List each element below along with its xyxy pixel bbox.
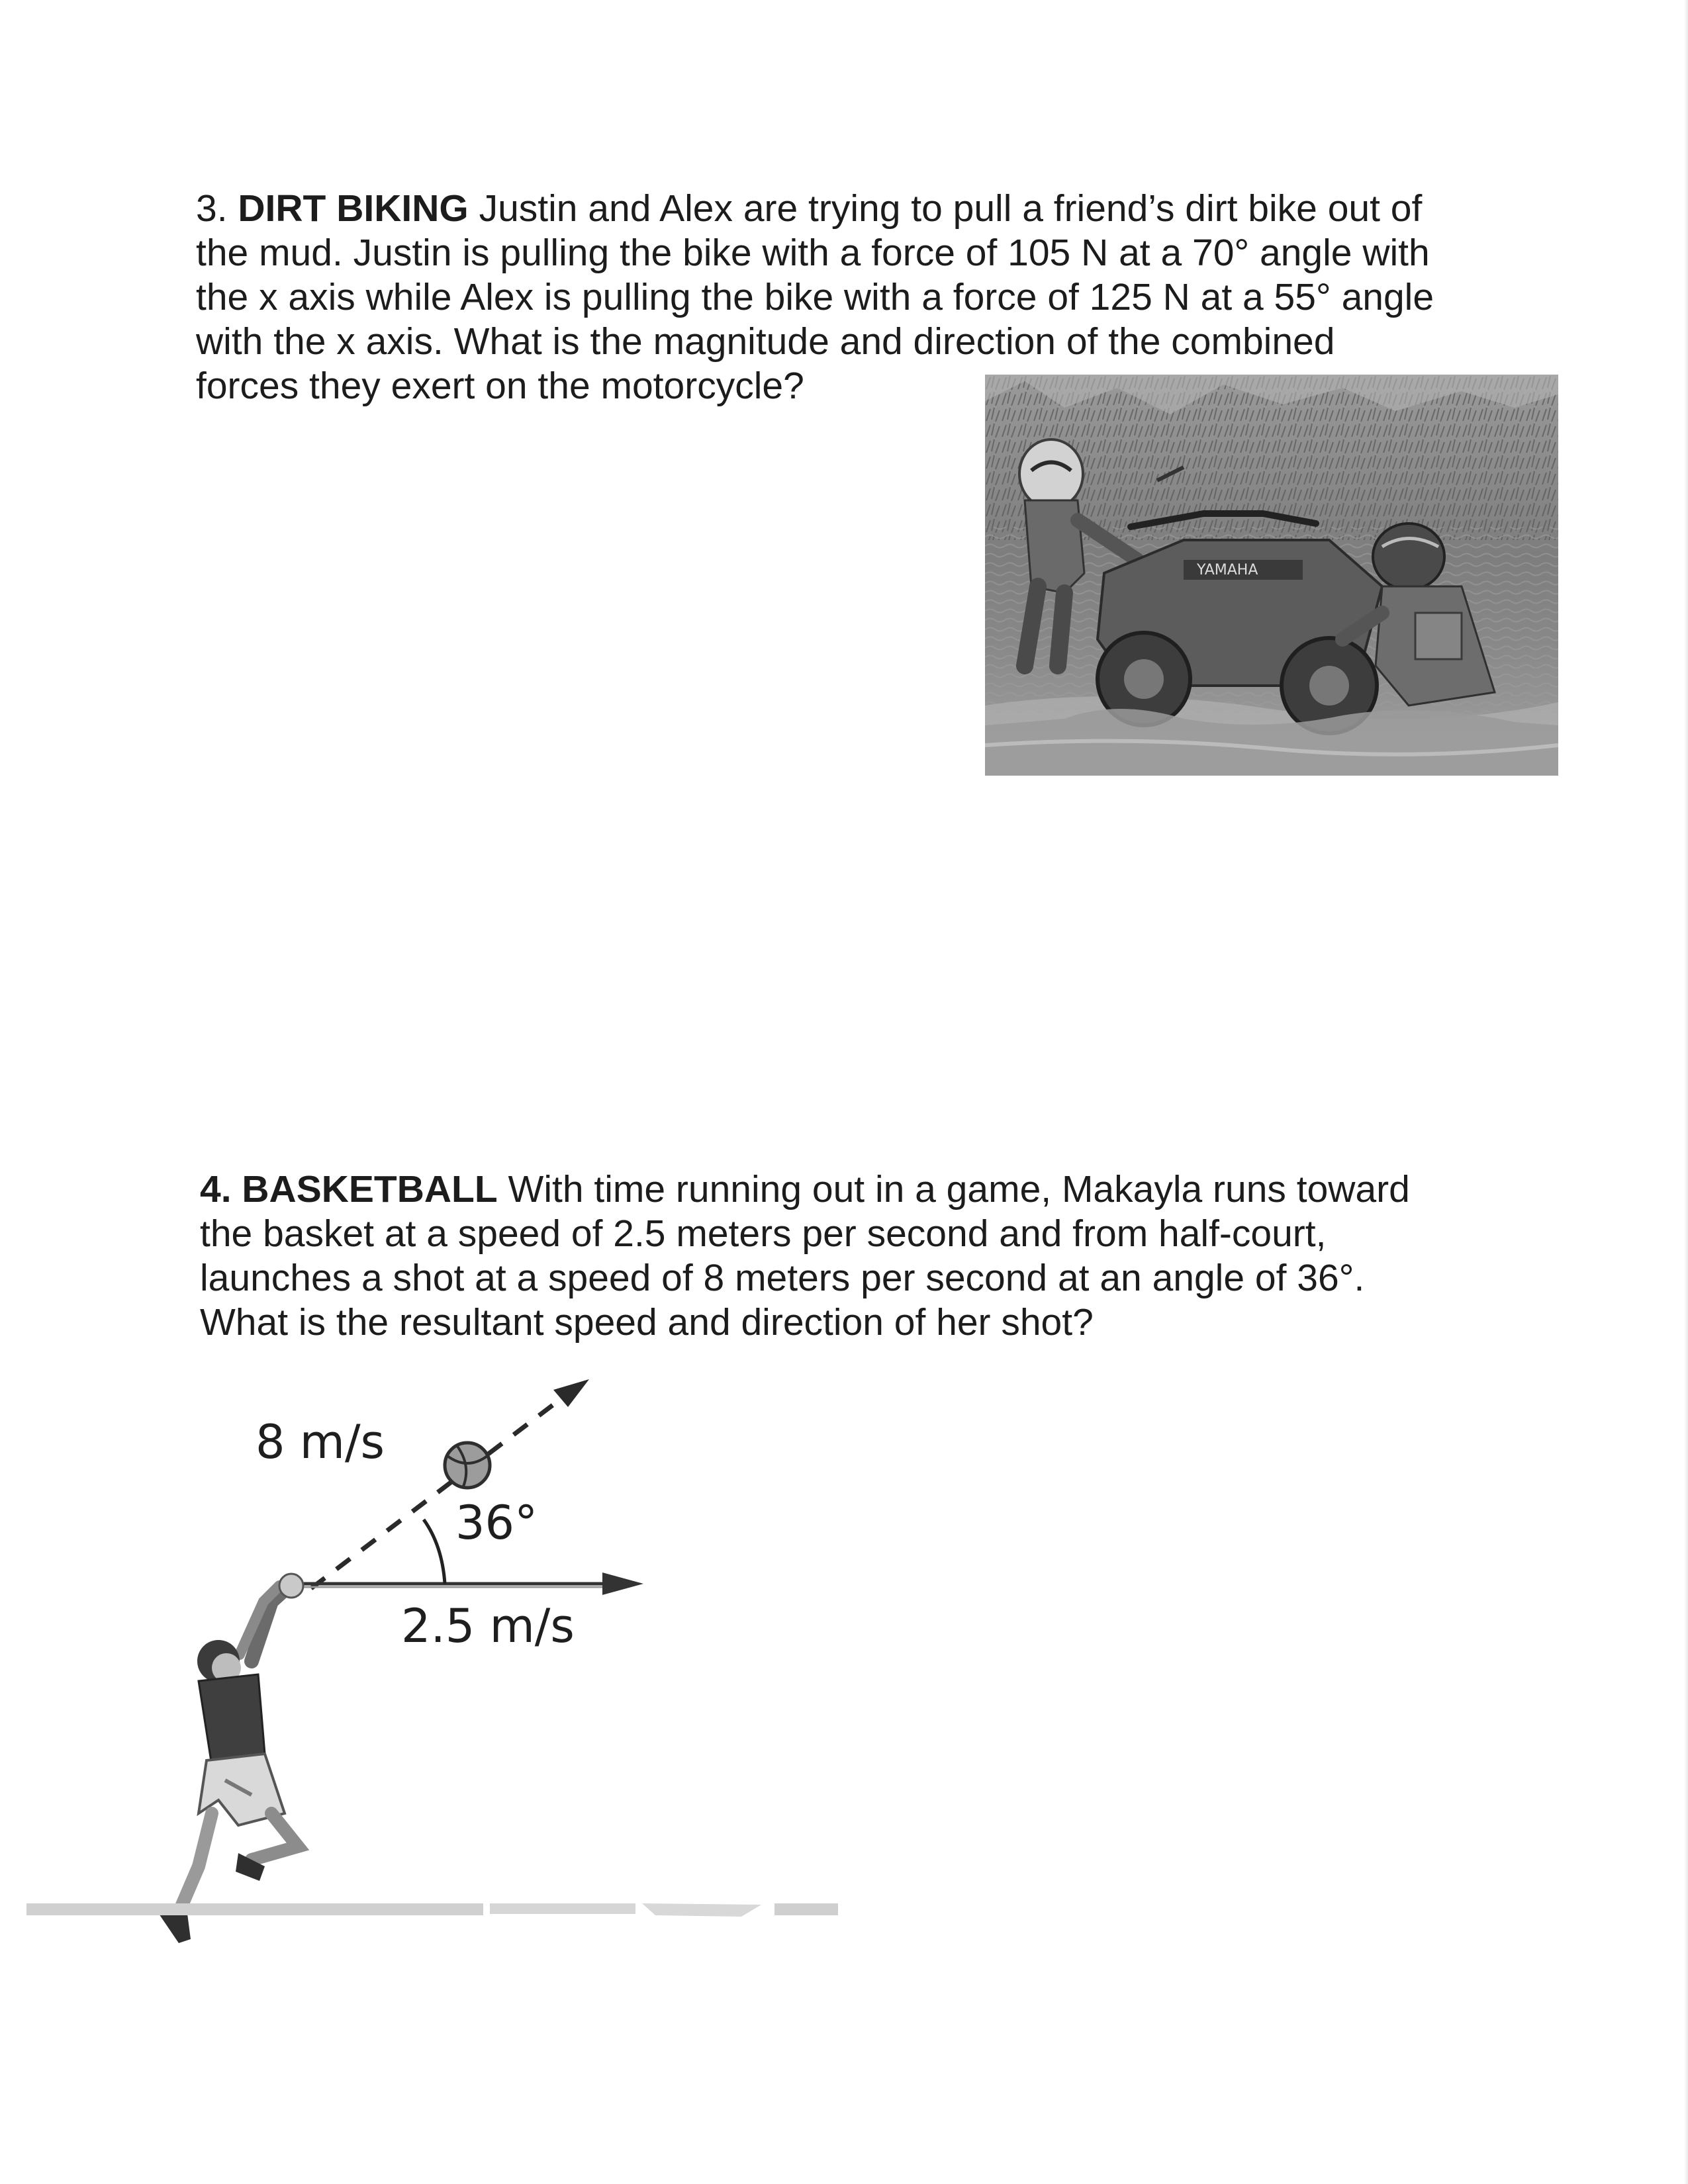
- court-floor: [26, 1903, 838, 1917]
- basketball-vector-diagram: [0, 1363, 874, 1959]
- dirt-bike-photo: [985, 375, 1558, 776]
- basketball-icon: [445, 1443, 490, 1488]
- angle-arc: [424, 1520, 445, 1584]
- problem-3-line-1-text: Justin and Alex are trying to pull a friend’s dirt bike out of: [479, 187, 1423, 230]
- shot-speed-label: 8 m/s: [256, 1415, 385, 1469]
- run-speed-label: 2.5 m/s: [401, 1599, 575, 1653]
- problem-3-number: 3.: [196, 187, 228, 230]
- scan-edge: [1684, 0, 1688, 2184]
- problem-3-line-5: forces they exert on the motorcycle?: [196, 365, 804, 407]
- problem-4-text: [200, 1167, 1410, 1345]
- photo-brand-text: YAMAHA: [1197, 562, 1258, 578]
- problem-4-line-3: launches a shot at a speed of 8 meters per second at an angle of 36°.: [200, 1257, 1365, 1299]
- problem-4-line-2: the basket at a speed of 2.5 meters per second and from half-court,: [200, 1212, 1327, 1255]
- dirt-bike-photo-illustration: [985, 375, 1558, 776]
- problem-4-line-4: What is the resultant speed and direction of her shot?: [200, 1301, 1094, 1343]
- problem-4-line-1: [200, 1167, 1410, 1212]
- problem-3-line-2: the mud. Justin is pulling the bike with a force of 105 N at a 70° angle with: [196, 232, 1430, 274]
- problem-3-heading: DIRT BIKING: [238, 187, 469, 230]
- problem-3-line-4: with the x axis. What is the magnitude and direction of the combined: [196, 320, 1335, 363]
- problem-4-heading: 4. BASKETBALL: [200, 1168, 498, 1210]
- basketball-player-figure: [154, 1574, 303, 1943]
- shot-arrowhead: [553, 1379, 589, 1407]
- angle-label: 36°: [455, 1496, 538, 1550]
- problem-3-line-3: the x axis while Alex is pulling the bike with a force of 125 N at a 55° angle: [196, 276, 1434, 318]
- run-arrowhead: [602, 1572, 643, 1595]
- problem-3-line-1: [196, 187, 1434, 231]
- problem-4-line-1-text: With time running out in a game, Makayla runs toward: [508, 1168, 1410, 1210]
